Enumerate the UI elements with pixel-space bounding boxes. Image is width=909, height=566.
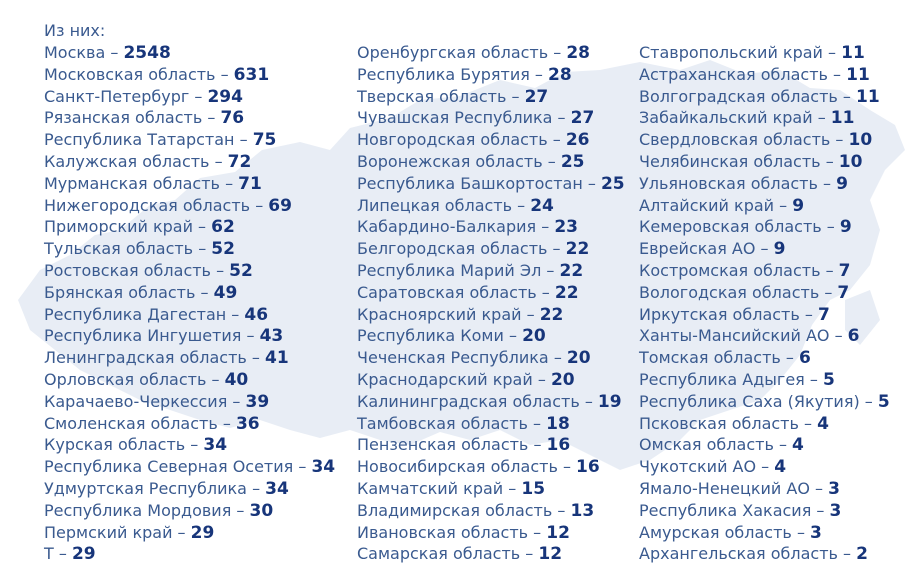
separator: – (819, 282, 838, 302)
separator: – (246, 348, 266, 368)
region-name: Архангельская область (639, 544, 838, 564)
region-row (44, 391, 335, 413)
case-count: 16 (576, 457, 600, 478)
case-count: 22 (565, 239, 590, 260)
region-name: Мурманская область (44, 173, 220, 193)
case-count: 20 (550, 369, 575, 390)
case-count: 2 (856, 544, 868, 565)
region-row (639, 260, 890, 282)
case-count: 12 (546, 522, 570, 543)
separator: – (219, 173, 239, 193)
case-count: 12 (538, 544, 563, 565)
case-count: 72 (227, 151, 252, 172)
separator: – (536, 282, 555, 302)
separator: – (231, 500, 250, 520)
region-name: Красноярский край (357, 304, 522, 324)
region-row (639, 369, 890, 391)
region-name: Республика Северная Осетия (44, 457, 294, 477)
case-count: 41 (265, 348, 289, 369)
case-count: 49 (213, 282, 238, 303)
region-name: Санкт-Петербург (44, 86, 190, 106)
case-count: 26 (565, 130, 590, 151)
separator: – (520, 544, 539, 564)
separator: – (774, 195, 793, 215)
region-name: Краснодарский край (357, 369, 533, 389)
case-count: 5 (877, 391, 890, 412)
region-name: Чукотский АО (639, 457, 757, 477)
region-row (44, 478, 335, 500)
region-name: Астраханская область (639, 64, 828, 84)
case-count: 10 (848, 130, 873, 151)
case-count: 7 (837, 282, 850, 303)
separator: – (548, 348, 567, 368)
region-name: Свердловская область (639, 130, 831, 150)
case-count: 22 (554, 282, 579, 303)
region-name: Вологодская область (639, 282, 820, 302)
separator: – (195, 282, 214, 302)
region-name: Республика Саха (Якутия) (639, 391, 860, 411)
separator: – (210, 260, 230, 280)
region-row (357, 282, 625, 304)
case-count: 27 (524, 86, 549, 107)
region-name: Новгородская область (357, 130, 548, 150)
region-row (44, 434, 335, 456)
region-row (44, 86, 335, 108)
separator: – (521, 304, 540, 324)
separator: – (172, 522, 191, 542)
case-count: 30 (249, 500, 274, 521)
region-name: Республика Хакасия (639, 500, 812, 520)
region-row (357, 238, 625, 260)
region-row (639, 456, 890, 478)
separator: – (234, 130, 253, 150)
case-count: 52 (211, 239, 235, 260)
region-name: Томская область (639, 348, 781, 368)
region-row (44, 456, 335, 478)
separator: – (547, 130, 566, 150)
case-count: 9 (839, 217, 852, 238)
separator: – (837, 544, 857, 564)
region-row (357, 304, 625, 326)
region-row (44, 369, 335, 391)
separator: – (536, 217, 555, 237)
region-row (357, 522, 625, 544)
separator: – (859, 391, 878, 411)
case-count: 28 (548, 64, 572, 85)
case-count: 631 (233, 64, 270, 85)
region-row (357, 216, 625, 238)
region-row (639, 347, 890, 369)
case-count: 29 (71, 544, 96, 565)
region-row (357, 347, 625, 369)
case-count: 46 (244, 304, 269, 325)
region-name: Москва (44, 43, 106, 62)
region-row (357, 413, 625, 435)
region-row (44, 413, 335, 435)
separator: – (193, 239, 212, 259)
separator: – (582, 173, 601, 193)
separator: – (791, 522, 811, 542)
case-count: 34 (203, 435, 228, 456)
case-count: 75 (252, 130, 277, 151)
region-row (639, 413, 890, 435)
region-row (357, 543, 625, 565)
separator: – (817, 173, 837, 193)
region-row (44, 522, 335, 544)
region-name: Тамбовская область (357, 413, 528, 433)
separator: – (503, 478, 522, 498)
region-name: Псковская область (639, 413, 799, 433)
region-name: Пензенская область (357, 435, 529, 455)
case-count: 40 (224, 369, 249, 390)
case-count: 22 (539, 304, 564, 325)
region-row (357, 195, 625, 217)
separator: – (804, 369, 823, 389)
separator: – (557, 457, 577, 477)
region-row (44, 216, 335, 238)
separator: – (246, 478, 266, 498)
separator: – (192, 217, 212, 237)
region-row (357, 456, 625, 478)
separator: – (821, 217, 840, 237)
region-row (357, 129, 625, 151)
region-name: Еврейская АО (639, 239, 756, 259)
region-name: Воронежская область (357, 151, 543, 171)
case-count: 27 (570, 108, 595, 129)
case-count: 29 (190, 522, 215, 543)
region-name: Чеченская Республика (357, 348, 549, 368)
separator: – (755, 239, 774, 259)
case-count: 15 (521, 478, 546, 499)
case-count: 11 (846, 64, 870, 85)
separator: – (241, 326, 260, 346)
region-row (44, 42, 335, 64)
case-count: 34 (265, 478, 289, 499)
case-count: 69 (268, 195, 292, 216)
case-count: 5 (822, 369, 835, 390)
case-count: 6 (847, 326, 860, 347)
region-name: Республика Бурятия (357, 64, 530, 84)
separator: – (798, 413, 818, 433)
case-count: 36 (235, 413, 260, 434)
separator: – (206, 369, 225, 389)
separator: – (552, 500, 571, 520)
region-row (639, 86, 890, 108)
separator: – (529, 64, 549, 84)
region-row (44, 325, 335, 347)
region-row (639, 282, 890, 304)
separator: – (820, 260, 839, 280)
separator: – (293, 457, 312, 477)
region-name: Липецкая область (357, 195, 513, 215)
region-name: Белгородская область (357, 239, 548, 259)
region-row (357, 86, 625, 108)
region-name: Приморский край (44, 217, 193, 237)
region-name: Иркутская область (639, 304, 800, 324)
separator: – (780, 348, 800, 368)
case-count: 3 (828, 478, 840, 499)
separator: – (541, 260, 560, 280)
region-row (639, 391, 890, 413)
region-row (357, 260, 625, 282)
case-count: 3 (810, 522, 822, 543)
case-count: 34 (311, 457, 336, 478)
region-row (44, 543, 335, 565)
region-name: Челябинская область (639, 151, 821, 171)
region-name: Т (44, 544, 54, 564)
region-name: Республика Ингушетия (44, 326, 242, 346)
separator: – (202, 108, 221, 128)
region-row (639, 151, 890, 173)
region-name: Волгоградская область (639, 86, 838, 106)
case-count: 76 (220, 108, 245, 129)
region-row (357, 369, 625, 391)
case-count: 13 (570, 500, 595, 521)
case-count: 9 (836, 173, 848, 194)
separator: – (185, 435, 204, 455)
region-name: Чувашская Республика (357, 108, 553, 128)
separator: – (552, 108, 571, 128)
separator: – (829, 326, 848, 346)
region-name: Забайкальский край (639, 108, 813, 128)
region-name: Московская область (44, 64, 216, 84)
region-name: Республика Коми (357, 326, 504, 346)
region-row (357, 325, 625, 347)
region-row (44, 238, 335, 260)
regions-column-3 (639, 42, 890, 565)
case-count: 7 (817, 304, 830, 325)
region-name: Ямало-Ненецкий АО (639, 478, 810, 498)
region-name: Самарская область (357, 544, 521, 564)
region-name: Тверская область (357, 86, 507, 106)
region-name: Республика Марий Эл (357, 260, 542, 280)
region-row (357, 478, 625, 500)
case-count: 4 (792, 435, 804, 456)
region-row (639, 543, 890, 565)
separator: – (820, 151, 839, 171)
region-row (639, 304, 890, 326)
region-name: Новосибирская область (357, 457, 558, 477)
case-count: 52 (229, 260, 253, 281)
case-count: 11 (856, 86, 880, 107)
case-count: 6 (799, 348, 811, 369)
region-row (44, 347, 335, 369)
list-header: Из них: (44, 21, 106, 40)
case-count: 10 (838, 151, 863, 172)
region-row (357, 173, 625, 195)
case-count: 9 (773, 239, 786, 260)
region-row (44, 64, 335, 86)
region-name: Оренбургская область (357, 43, 549, 62)
region-row (357, 64, 625, 86)
case-count: 7 (838, 260, 851, 281)
separator: – (250, 195, 269, 215)
region-row (44, 260, 335, 282)
region-row (639, 129, 890, 151)
region-row (44, 500, 335, 522)
case-count: 25 (560, 151, 585, 172)
case-count: 24 (530, 195, 554, 216)
case-count: 62 (211, 217, 235, 238)
region-name: Республика Башкортостан (357, 173, 583, 193)
separator: – (837, 86, 856, 106)
region-name: Нижегородская область (44, 195, 251, 215)
case-count: 11 (841, 43, 865, 63)
region-name: Ивановская область (357, 522, 529, 542)
separator: – (226, 304, 245, 324)
region-name: Ставропольский край (639, 43, 823, 62)
separator: – (527, 413, 547, 433)
case-count: 3 (829, 500, 842, 521)
region-row (639, 500, 890, 522)
region-row (357, 42, 625, 64)
region-name: Калининградская область (357, 391, 580, 411)
region-name: Ленинградская область (44, 348, 247, 368)
region-name: Костромская область (639, 260, 821, 280)
case-count: 11 (830, 108, 855, 129)
region-name: Республика Мордовия (44, 500, 232, 520)
separator: – (822, 43, 842, 62)
region-name: Рязанская область (44, 108, 203, 128)
separator: – (528, 435, 547, 455)
region-name: Смоленская область (44, 413, 218, 433)
case-count: 2548 (123, 43, 171, 63)
separator: – (799, 304, 818, 324)
region-row (357, 151, 625, 173)
case-count: 294 (207, 86, 243, 107)
separator: – (227, 391, 246, 411)
region-name: Амурская область (639, 522, 792, 542)
region-row (44, 151, 335, 173)
region-row (357, 500, 625, 522)
separator: – (532, 369, 551, 389)
separator: – (105, 43, 124, 62)
case-count: 9 (792, 195, 805, 216)
region-name: Калужская область (44, 151, 210, 171)
region-row (639, 522, 890, 544)
case-count: 25 (600, 173, 625, 194)
separator: – (512, 195, 531, 215)
region-name: Ханты-Мансийский АО (639, 326, 830, 346)
region-name: Удмуртская Республика (44, 478, 247, 498)
separator: – (830, 130, 849, 150)
region-name: Республика Адыгея (639, 369, 805, 389)
case-count: 20 (566, 348, 591, 369)
case-count: 4 (817, 413, 829, 434)
separator: – (215, 64, 234, 84)
region-name: Орловская область (44, 369, 207, 389)
separator: – (827, 64, 847, 84)
region-row (44, 195, 335, 217)
regions-column-1 (44, 42, 335, 565)
region-name: Кемеровская область (639, 217, 822, 237)
case-count: 43 (259, 326, 284, 347)
region-name: Карачаево-Черкессия (44, 391, 228, 411)
region-name: Омская область (639, 435, 774, 455)
region-row (639, 195, 890, 217)
case-count: 18 (546, 413, 570, 434)
case-count: 71 (238, 173, 262, 194)
region-row (44, 107, 335, 129)
case-count: 23 (554, 217, 578, 238)
region-name: Ростовская область (44, 260, 211, 280)
region-name: Пермский край (44, 522, 173, 542)
case-count: 28 (566, 43, 591, 63)
separator: – (528, 522, 547, 542)
separator: – (812, 108, 831, 128)
region-name: Республика Татарстан (44, 130, 235, 150)
region-name: Кабардино-Балкария (357, 217, 537, 237)
region-row (639, 216, 890, 238)
case-count: 39 (245, 391, 270, 412)
separator: – (217, 413, 236, 433)
region-row (639, 173, 890, 195)
separator: – (773, 435, 793, 455)
region-row (639, 238, 890, 260)
separator: – (53, 544, 72, 564)
region-name: Владимирская область (357, 500, 553, 520)
separator: – (542, 151, 561, 171)
separator: – (547, 239, 566, 259)
separator: – (756, 457, 775, 477)
separator: – (189, 86, 208, 106)
region-row (639, 478, 890, 500)
separator: – (809, 478, 829, 498)
region-row (357, 434, 625, 456)
region-row (357, 107, 625, 129)
case-count: 22 (559, 260, 584, 281)
region-name: Тульская область (44, 239, 194, 259)
separator: – (548, 43, 567, 62)
region-row (639, 107, 890, 129)
separator: – (209, 151, 228, 171)
region-name: Республика Дагестан (44, 304, 227, 324)
case-count: 4 (774, 457, 787, 478)
region-row (639, 42, 890, 64)
regions-column-2 (357, 42, 625, 565)
region-row (639, 434, 890, 456)
region-row (357, 391, 625, 413)
separator: – (811, 500, 830, 520)
separator: – (579, 391, 598, 411)
region-row (44, 304, 335, 326)
case-count: 16 (546, 435, 571, 456)
region-row (44, 282, 335, 304)
region-name: Саратовская область (357, 282, 537, 302)
case-count: 20 (522, 326, 546, 347)
region-row (639, 325, 890, 347)
region-name: Камчатский край (357, 478, 504, 498)
region-row (639, 64, 890, 86)
region-name: Курская область (44, 435, 186, 455)
region-name: Алтайский край (639, 195, 775, 215)
region-row (44, 129, 335, 151)
region-name: Ульяновская область (639, 173, 818, 193)
case-count: 19 (597, 391, 622, 412)
region-row (44, 173, 335, 195)
region-name: Брянская область (44, 282, 196, 302)
separator: – (506, 86, 525, 106)
separator: – (503, 326, 523, 346)
